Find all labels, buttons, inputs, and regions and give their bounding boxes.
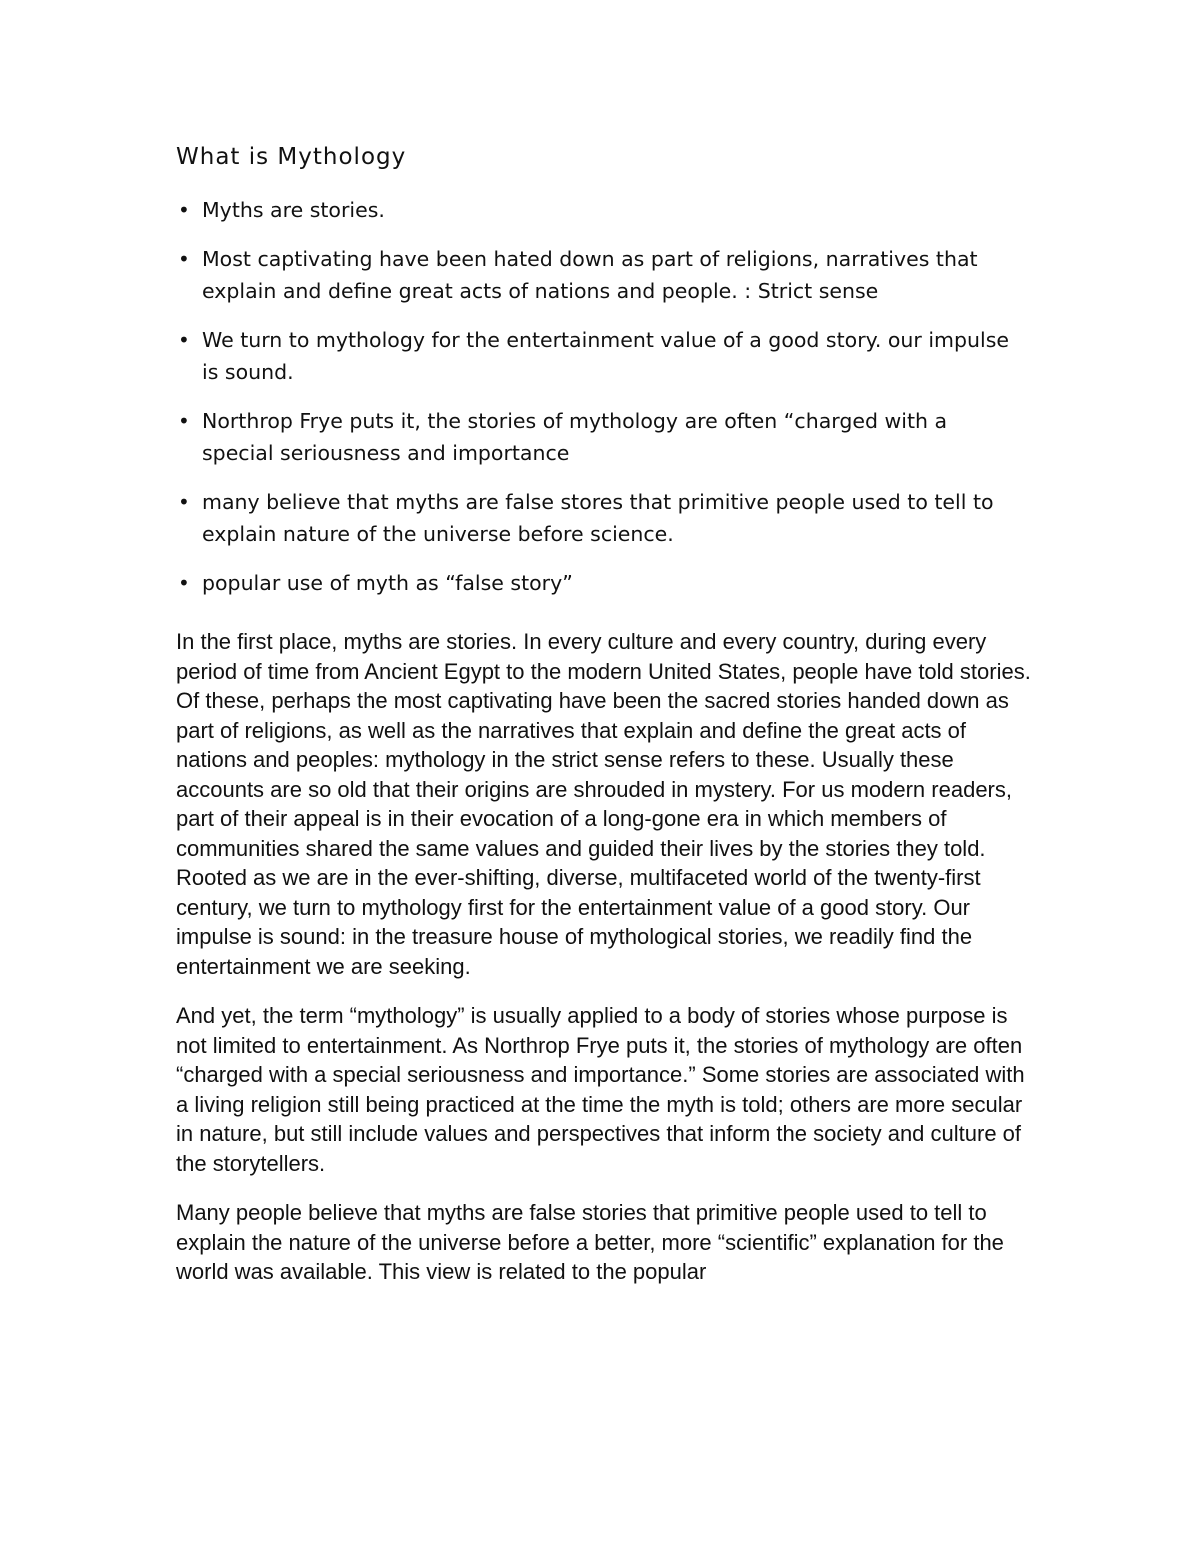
document-content xyxy=(176,140,1056,1307)
bullet-icon: • xyxy=(178,246,190,271)
bullet-text: Most captivating have been hated down as part of religions, narratives that explain and define great acts of nations and people. : Strict sense xyxy=(202,246,978,303)
paragraph: And yet, the term “mythology” is usually applied to a body of stories whose purpose is not limited to entertainment. As Northrop Frye puts it, the stories of mythology are often “charged with a special seriousness and importance.” Some stories are associated with a living religion still being practiced at the time the myth is told; others are more secular in nature, but still include values and perspectives that inform the society and culture of the storytellers. xyxy=(176,1003,1025,1176)
bullet-icon: • xyxy=(178,198,190,222)
bullet-text: We turn to mythology for the entertainment value of a good story. our impulse is sound. xyxy=(202,327,1009,384)
bullet-list xyxy=(176,194,1056,599)
list-item xyxy=(176,486,1012,551)
page-title: What is Mythology xyxy=(176,144,407,170)
list-item xyxy=(176,194,1012,227)
bullet-icon: • xyxy=(178,408,190,433)
body-text xyxy=(176,627,1056,1287)
paragraph: Many people believe that myths are false stories that primitive people used to tell to explain the nature of the universe before a better, more “scientific” explanation for the world was available. This view is related to the popular xyxy=(176,1200,1004,1284)
bullet-text: popular use of myth as “false story” xyxy=(202,570,573,595)
list-item xyxy=(176,243,1012,308)
bullet-text: Northrop Frye puts it, the stories of mythology are often “charged with a special seriousness and importance xyxy=(202,408,948,465)
list-item xyxy=(176,405,1012,470)
bullet-text: many believe that myths are false stores that primitive people used to tell to explain nature of the universe before science. xyxy=(202,489,994,546)
bullet-icon: • xyxy=(178,489,190,514)
paragraph: In the first place, myths are stories. In every culture and every country, during every period of time from Ancient Egypt to the modern United States, people have told stories. Of these, perhaps the most captivating have been the sacred stories handed down as part of religions, as well as the narratives that explain and define the great acts of nations and peoples: mythology in the strict sense refers to these. Usually these accounts are so old that their origins are shrouded in mystery. For us modern readers, part of their appeal is in their evocation of a long-gone era in which members of communities shared the same values and guided their lives by the stories they told. Rooted as we are in the ever-shifting, diverse, multifaceted world of the twenty-first century, we turn to mythology first for the entertainment value of a good story. Our impulse is sound: in the treasure house of mythological stories, we readily find the entertainment we are seeking. xyxy=(176,629,1031,979)
bullet-icon: • xyxy=(178,327,190,352)
bullet-icon: • xyxy=(178,570,190,595)
bullet-text: Myths are stories. xyxy=(202,198,385,222)
list-item xyxy=(176,567,1012,600)
list-item xyxy=(176,324,1012,389)
